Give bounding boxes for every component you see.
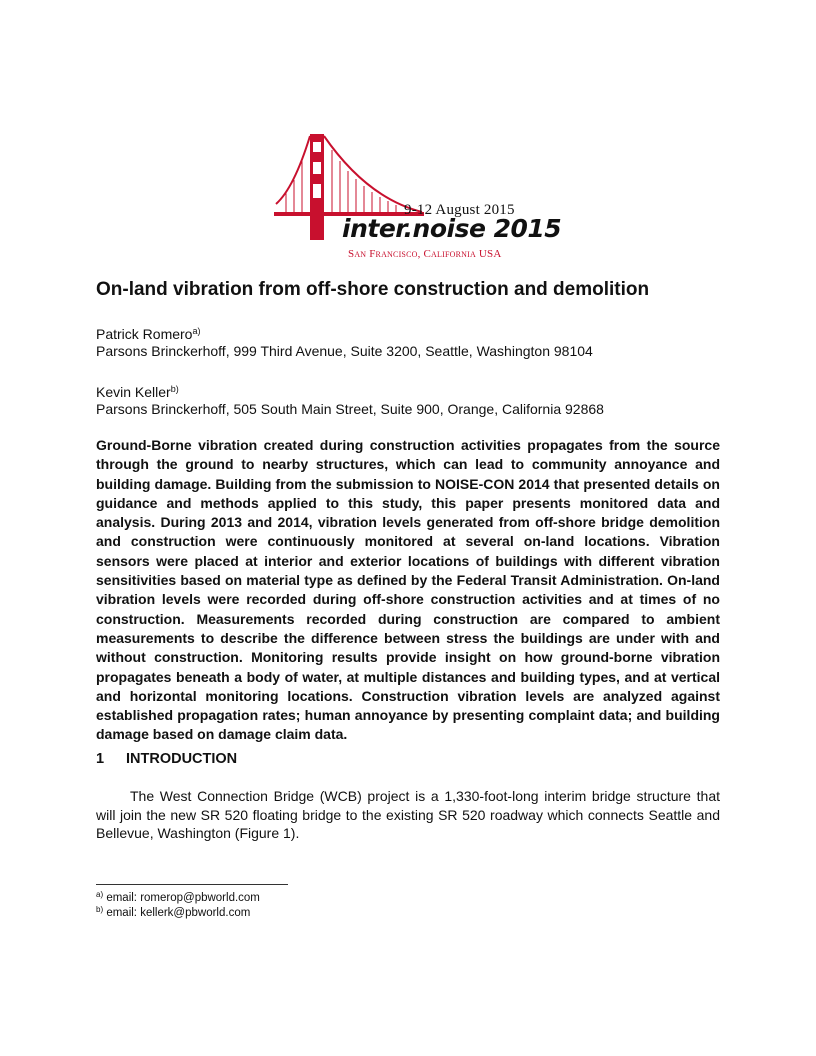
conference-logo	[272, 128, 562, 268]
author-block-2	[96, 384, 604, 418]
section-heading	[96, 751, 237, 767]
footnote-email[interactable]: email: romerop@pbworld.com	[106, 892, 260, 904]
intro-paragraph: The West Connection Bridge (WCB) project is a 1,330-foot-long interim bridge structure that will join the new SR 520 floating bridge to the existing SR 520 roadway which connects Seattle and Bellevue, Washington (Figure 1).	[96, 788, 720, 841]
author-name: Kevin Keller	[96, 384, 171, 400]
logo-date: 9-12 August 2015	[404, 202, 515, 218]
abstract-text-pre: Ground-Borne vibration created during construction activities propagates from the source through the ground to nearby structures, which can lead to community annoyance and building damage. Building from the submission to	[96, 437, 720, 492]
section-number: 1	[96, 751, 105, 767]
author-affiliation: Parsons Brinckerhoff, 999 Third Avenue, Suite 3200, Seattle, Washington 98104	[96, 343, 593, 359]
logo-event-name: inter.noise 2015	[342, 214, 562, 243]
footnote-divider	[96, 884, 288, 885]
author-name: Patrick Romero	[96, 326, 193, 342]
abstract-highlight: NOISE-CON 2014	[435, 475, 550, 492]
footnote-mark: a)	[96, 890, 104, 899]
footnote-email[interactable]: email: kellerk@pbworld.com	[106, 907, 251, 919]
footnote-a	[96, 891, 260, 905]
author-mark: b)	[170, 384, 179, 394]
footnote-mark: b)	[96, 905, 104, 914]
abstract-text-post: that presented details on guidance and methods applied to this study, this paper presents monitored data and analysis. During 2013 and 2014, vibration levels generated from off-shore bridge demolition and construction were continuously monitored at several on-land locations. Vibration sensors were placed at interior and exterior locations of buildings with different vibration sensitivities based on material type as defined by the Federal Transit Administration. On-land vibration levels were recorded during off-shore construction activities and at times of no construction. Measurements recorded during construction are compared to ambient measurements to describe the difference between stress the buildings are under with and without construction. Monitoring results provide insight on how ground-borne vibration propagates beneath a body of water, at multiple distances and building types, and at vertical and horizontal monitoring locations. Construction vibration levels are analyzed against established propagation rates; human annoyance by presenting complaint data; and building damage based on damage claim data.	[96, 475, 720, 743]
author-mark: a)	[192, 326, 201, 336]
abstract	[96, 436, 720, 745]
paper-title: On-land vibration from off-shore construction and demolition	[96, 279, 650, 300]
footnote-b	[96, 906, 250, 920]
author-block-1	[96, 326, 593, 360]
author-affiliation: Parsons Brinckerhoff, 505 South Main Street, Suite 900, Orange, California 92868	[96, 401, 604, 417]
section-title: INTRODUCTION	[126, 751, 238, 767]
golden-gate-bridge-icon	[272, 128, 552, 268]
logo-location: San Francisco, California USA	[348, 248, 502, 260]
